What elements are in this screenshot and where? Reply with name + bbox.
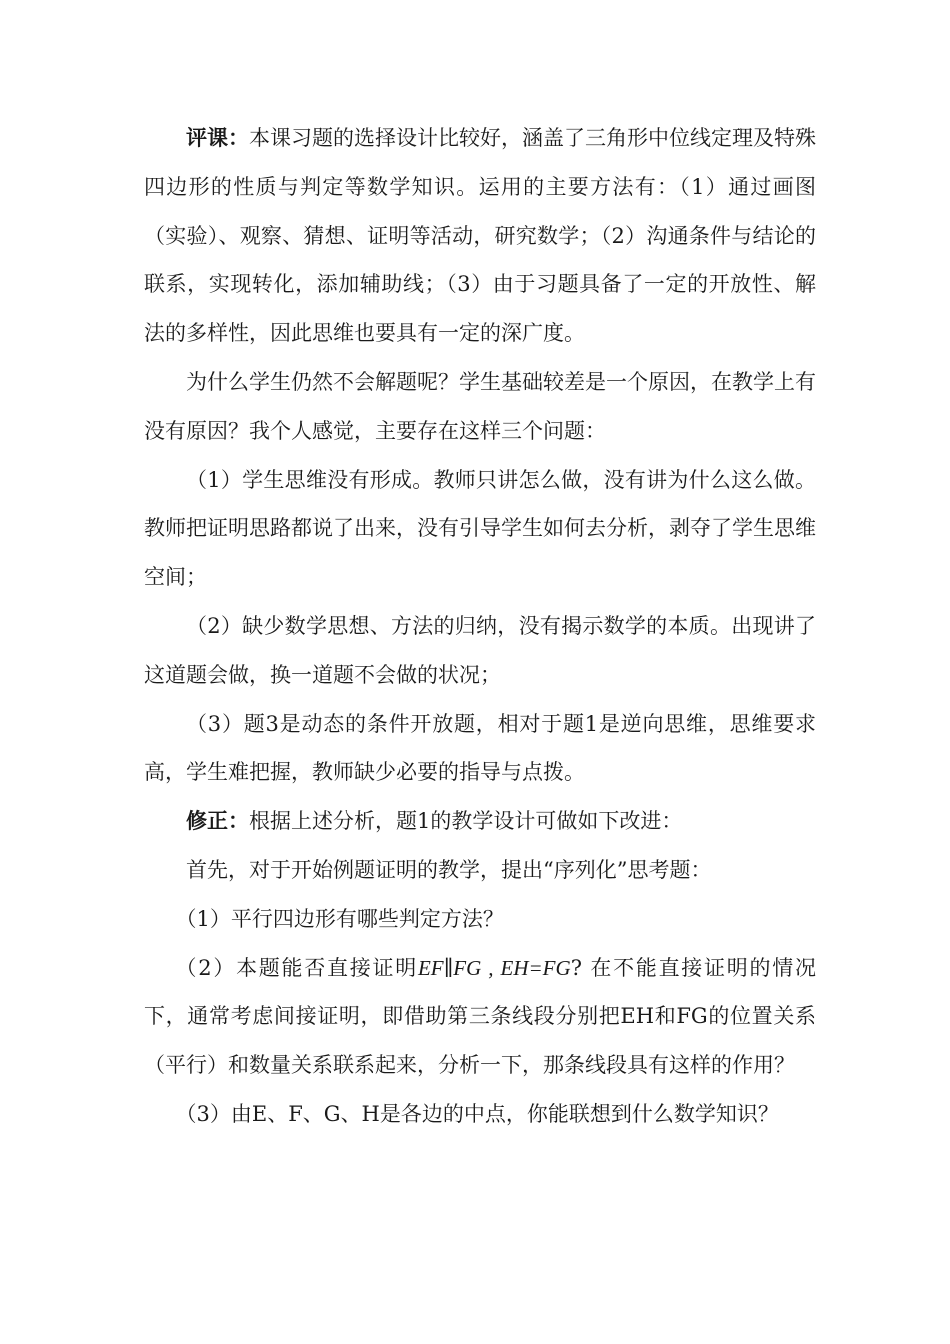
paragraph-problem-1: （1）学生思维没有形成。教师只讲怎么做，没有讲为什么这么做。教师把证明思路都说了出来，没有引导学生如何去分析，剥夺了学生思维空间； (144, 467, 816, 590)
paragraph-item-2 (144, 944, 816, 1090)
paragraph-problem-3: （3）题3是动态的条件开放题，相对于题1是逆向思维，思维要求高，学生难把握，教师缺少必要的指导与点拨。 (144, 711, 816, 785)
paragraph-problem-2: （2）缺少数学思想、方法的归纳，没有揭示数学的本质。出现讲了这道题会做，换一道题不会做的状况； (144, 613, 816, 687)
paragraph-question: 为什么学生仍然不会解题呢？学生基础较差是一个原因，在教学上有没有原因？我个人感觉，主要存在这样三个问题： (144, 369, 816, 443)
paragraph-item-3: （3）由E、F、G、H是各边的中点，你能联想到什么数学知识？ (175, 1101, 779, 1126)
paragraph-first: 首先，对于开始例题证明的教学，提出“序列化”思考题： (186, 857, 712, 882)
correction-text: 根据上述分析，题1的教学设计可做如下改进： (249, 809, 683, 834)
correction-heading: 修正： (186, 808, 249, 834)
paragraph-correction (144, 797, 816, 846)
paragraph-review (144, 114, 816, 358)
item-2-formula: EF∥FG , EH=FG (417, 955, 571, 980)
item-2-lead-text: （2）本题能否直接证明 (175, 955, 418, 980)
document-body (144, 114, 816, 1139)
item-2-rest-text: ? 在不能直接证明的情况下，通常考虑间接证明，即借助第三条线段分别把EH和FG的位置关系（平行）和数量关系联系起来，分析一下，那条线段具有这样的作用？ (144, 955, 816, 1078)
review-text: 本课习题的选择设计比较好，涵盖了三角形中位线定理及特殊四边形的性质与判定等数学知识。运用的主要方法有：（1）通过画图（实验）、观察、猜想、证明等活动，研究数学；（2）沟通条件与结论的联系，实现转化，添加辅助线；（3）由于习题具备了一定的开放性、解法的多样性，因此思维也要具有一定的深广度。 (144, 126, 816, 346)
paragraph-item-1: （1）平行四边形有哪些判定方法？ (175, 906, 504, 931)
review-heading: 评课： (186, 125, 249, 150)
